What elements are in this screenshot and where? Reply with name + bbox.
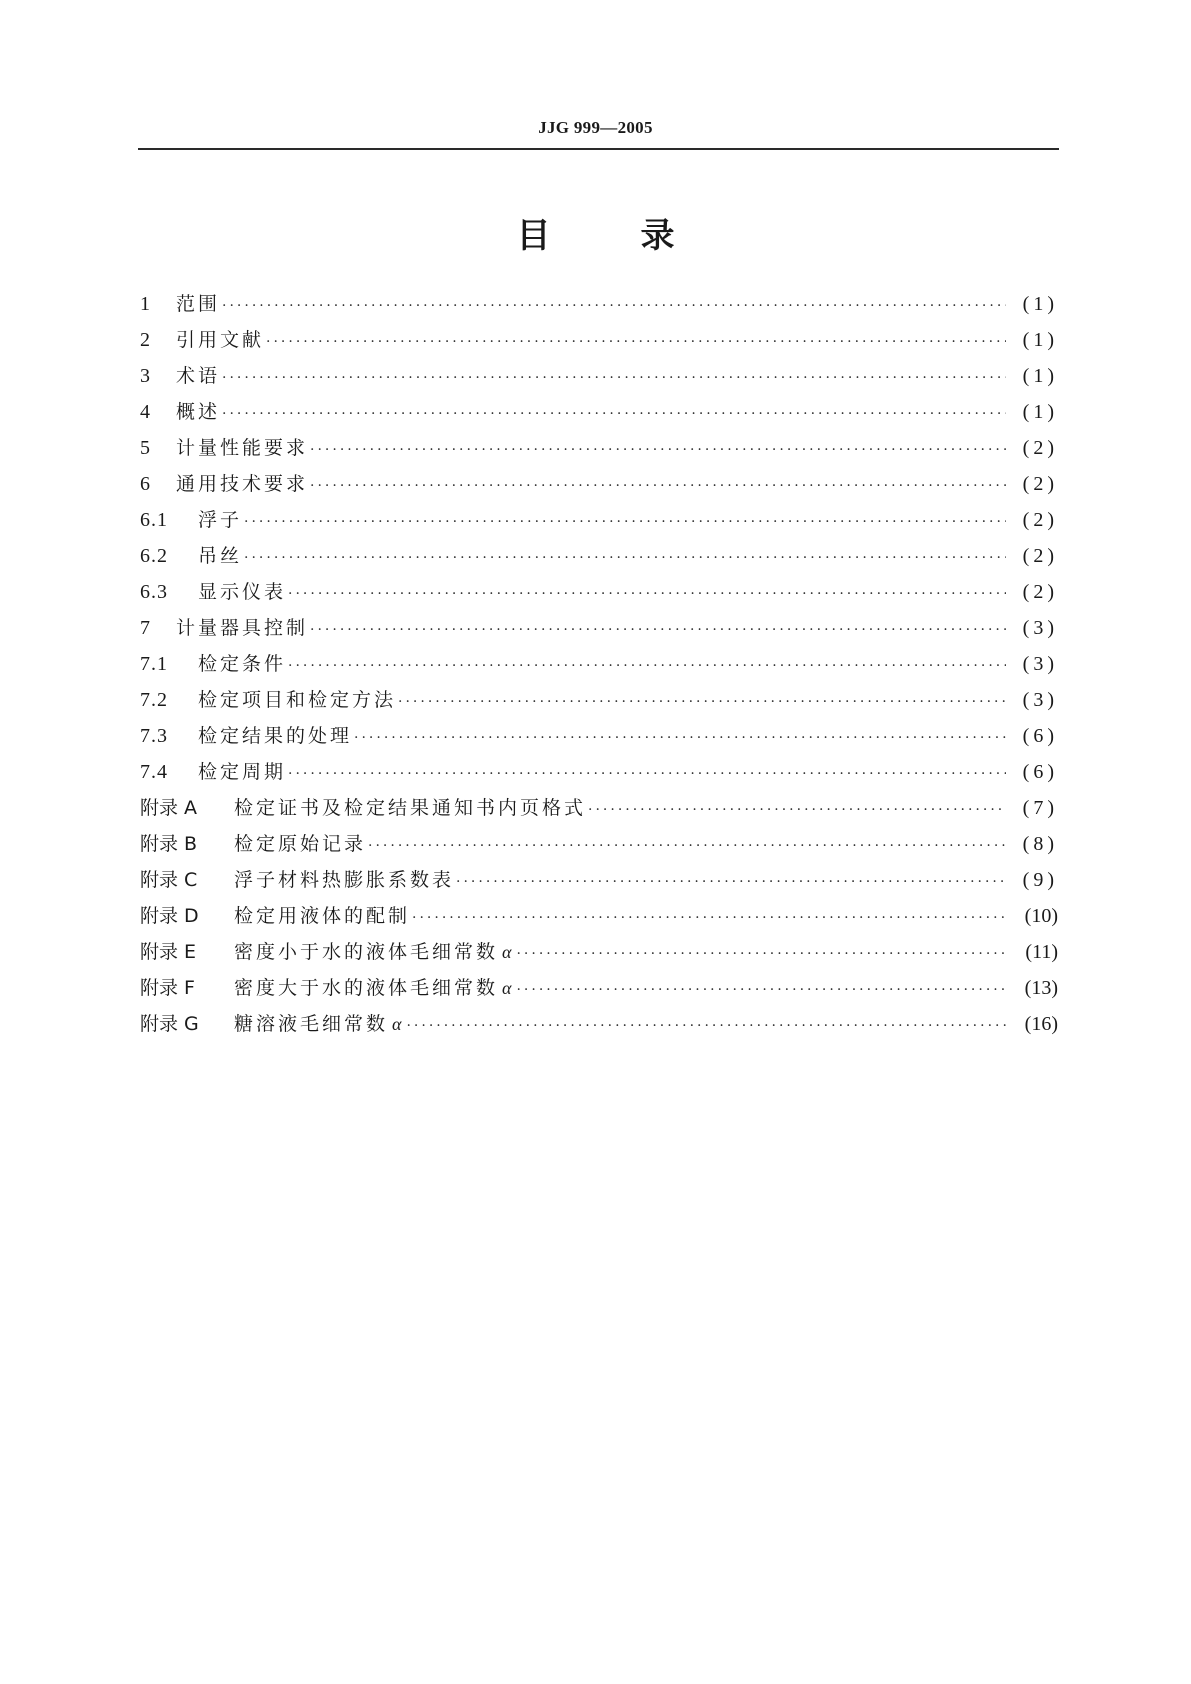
toc-entry-page: (7) — [1022, 797, 1058, 819]
toc-entry[interactable] — [140, 682, 1058, 718]
toc-entry-number: 1 — [140, 293, 151, 315]
alpha-symbol: α — [502, 978, 515, 998]
toc-entry-page: (10) — [1024, 905, 1058, 927]
toc-entry-page: (2) — [1022, 545, 1058, 567]
toc-entry-page: (2) — [1022, 509, 1058, 531]
toc-entry-title: 通用技术要求 — [176, 473, 309, 495]
toc-entry-page: (3) — [1022, 617, 1058, 639]
dot-leader — [288, 576, 1006, 612]
toc-entry[interactable] — [140, 970, 1058, 1006]
dot-leader — [412, 900, 1006, 936]
toc-entry-title: 引用文献 — [176, 329, 265, 351]
toc-entry-page: (8) — [1022, 833, 1058, 855]
toc-entry-number: 附录 F — [140, 977, 195, 999]
toc-entry-number: 3 — [140, 365, 151, 387]
toc-entry-title: 范围 — [176, 293, 221, 315]
toc-entry[interactable] — [140, 718, 1058, 754]
toc-entry[interactable] — [140, 574, 1058, 610]
toc-entry-page: (1) — [1022, 365, 1058, 387]
toc-entry[interactable] — [140, 322, 1058, 358]
toc-entry-number: 7.4 — [140, 761, 168, 783]
toc-entry-title: 检定用液体的配制 — [234, 905, 411, 927]
toc-entry-number: 7.2 — [140, 689, 168, 711]
document-code-header: JJG 999—2005 — [538, 118, 653, 137]
toc-entry-number: 6.2 — [140, 545, 168, 567]
toc-entry-number: 附录 A — [140, 797, 198, 819]
toc-entry[interactable] — [140, 538, 1058, 574]
toc-entry-title: 检定项目和检定方法 — [198, 689, 397, 711]
toc-entry-number: 4 — [140, 401, 151, 423]
toc-entry-title: 糖溶液毛细常数 α — [234, 1013, 405, 1035]
toc-entry[interactable] — [140, 502, 1058, 538]
toc-entry-number: 7 — [140, 617, 151, 639]
toc-entry-number: 附录 B — [140, 833, 198, 855]
toc-entry-number: 附录 E — [140, 941, 197, 963]
dot-leader — [222, 288, 1006, 324]
toc-entry-title: 计量性能要求 — [176, 437, 309, 459]
dot-leader — [516, 936, 1006, 972]
toc-entry-title: 浮子材料热膨胀系数表 — [234, 869, 455, 891]
dot-leader — [456, 864, 1006, 900]
toc-entry-title: 显示仪表 — [198, 581, 287, 603]
toc-entry-page: (6) — [1022, 761, 1058, 783]
toc-entry[interactable] — [140, 286, 1058, 322]
dot-leader — [222, 360, 1006, 396]
toc-entry-title: 密度小于水的液体毛细常数 α — [234, 941, 515, 963]
dot-leader — [244, 504, 1006, 540]
page-title — [0, 208, 1191, 257]
toc-entry[interactable] — [140, 610, 1058, 646]
dot-leader — [588, 792, 1006, 828]
toc-entry-title: 计量器具控制 — [176, 617, 309, 639]
toc-entry[interactable] — [140, 466, 1058, 502]
dot-leader — [398, 684, 1006, 720]
toc-entry[interactable] — [140, 358, 1058, 394]
dot-leader — [354, 720, 1006, 756]
toc-entry-page: (1) — [1022, 401, 1058, 423]
dot-leader — [244, 540, 1006, 576]
dot-leader — [266, 324, 1006, 360]
toc-entry-page: (9) — [1022, 869, 1058, 891]
toc-entry[interactable] — [140, 934, 1058, 970]
title-char-2: 录 — [640, 216, 675, 256]
toc-entry[interactable] — [140, 430, 1058, 466]
toc-entry-number: 7.1 — [140, 653, 168, 675]
toc-entry-number: 6 — [140, 473, 151, 495]
toc-entry-page: (16) — [1024, 1013, 1058, 1035]
toc-entry-title: 密度大于水的液体毛细常数 α — [234, 977, 515, 999]
toc-entry[interactable] — [140, 790, 1058, 826]
dot-leader — [288, 648, 1006, 684]
toc-entry[interactable] — [140, 898, 1058, 934]
alpha-symbol: α — [502, 942, 515, 962]
toc-entry[interactable] — [140, 862, 1058, 898]
dot-leader — [310, 432, 1006, 468]
toc-entry-title: 检定周期 — [198, 761, 287, 783]
toc-entry[interactable] — [140, 394, 1058, 430]
dot-leader — [222, 396, 1006, 432]
toc-entry-title: 检定证书及检定结果通知书内页格式 — [234, 797, 587, 819]
dot-leader — [406, 1008, 1006, 1044]
toc-entry[interactable] — [140, 646, 1058, 682]
toc-entry-page: (2) — [1022, 437, 1058, 459]
dot-leader — [310, 468, 1006, 504]
toc-entry-title: 术语 — [176, 365, 221, 387]
toc-entry-page: (3) — [1022, 689, 1058, 711]
toc-entry[interactable] — [140, 1006, 1058, 1042]
alpha-symbol: α — [392, 1014, 405, 1034]
toc-entry-number: 附录 D — [140, 905, 199, 927]
toc-entry-page: (1) — [1022, 293, 1058, 315]
toc-entry-number: 6.1 — [140, 509, 168, 531]
dot-leader — [516, 972, 1006, 1008]
toc-entry-title: 检定原始记录 — [234, 833, 367, 855]
toc-entry-number: 6.3 — [140, 581, 168, 603]
toc-entry-title: 检定结果的处理 — [198, 725, 353, 747]
toc-entry-number: 2 — [140, 329, 151, 351]
toc-entry-page: (6) — [1022, 725, 1058, 747]
header-rule — [138, 148, 1059, 150]
toc-entry-page: (3) — [1022, 653, 1058, 675]
dot-leader — [368, 828, 1006, 864]
toc-entry[interactable] — [140, 826, 1058, 862]
toc-entry-page: (1) — [1022, 329, 1058, 351]
toc-entry-page: (2) — [1022, 581, 1058, 603]
toc-entry-title: 浮子 — [198, 509, 243, 531]
toc-entry-title: 概述 — [176, 401, 221, 423]
title-char-1: 目 — [516, 216, 551, 256]
table-of-contents — [140, 286, 1058, 1042]
toc-entry-number: 附录 C — [140, 869, 198, 891]
toc-entry-title: 吊丝 — [198, 545, 243, 567]
toc-entry-page: (2) — [1022, 473, 1058, 495]
toc-entry-page: (11) — [1025, 941, 1058, 963]
toc-entry-number: 附录 G — [140, 1013, 199, 1035]
dot-leader — [310, 612, 1006, 648]
toc-entry-title: 检定条件 — [198, 653, 287, 675]
toc-entry-number: 5 — [140, 437, 151, 459]
toc-entry-page: (13) — [1024, 977, 1058, 999]
dot-leader — [288, 756, 1006, 792]
toc-entry-number: 7.3 — [140, 725, 168, 747]
toc-entry[interactable] — [140, 754, 1058, 790]
